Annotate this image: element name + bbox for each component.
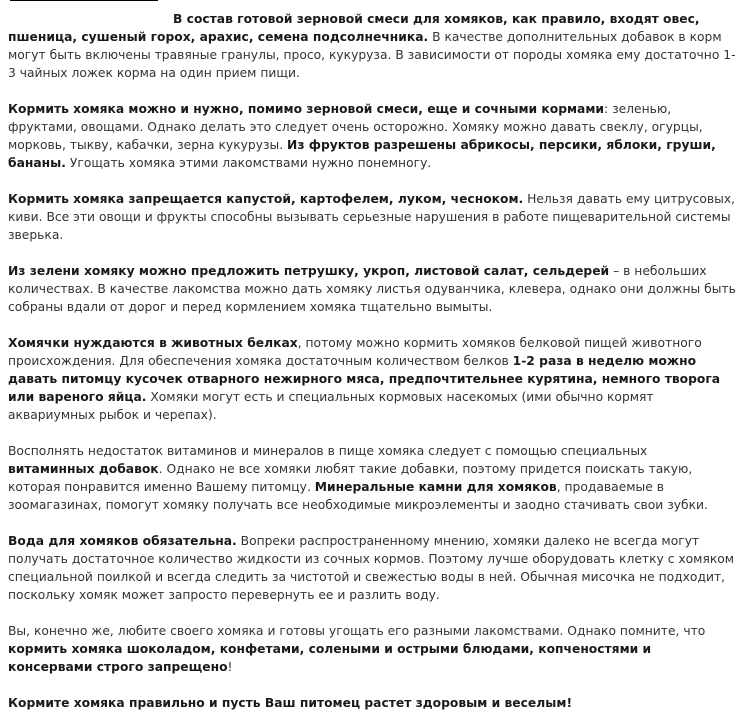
bold-text: Вода для хомяков обязательна. <box>8 534 237 548</box>
body-text: Вопреки распространенному мнению, хомяки далеко не всегда могут получать достаточное количество жидкости из сочных кормов. Поэтому лучше оборудовать клетку с хомяком специальной поилкой и всегда следить за чистотой и свежестью воды в ней. Обычная мисочка не подходит, поскольку хомяк может запросто перевернуть ее и разлить воду. <box>8 534 735 602</box>
body-text: Угощать хомяка этими лакомствами нужно понемногу. <box>65 156 432 170</box>
bold-text: Кормить хомяка запрещается капустой, картофелем, луком, чесноком. <box>8 192 524 206</box>
bold-text: Минеральные камни для хомяков <box>314 480 557 494</box>
body-text: Восполнять недостаток витаминов и минералов в пище хомяка следует с помощью специальных <box>8 444 648 458</box>
bold-text: 1-2 раза в неделю можно давать питомцу кусочек отварного нежирного мяса, предпочтительнее курятина, немного творога или вареного яйца. <box>8 354 721 404</box>
body-text: Вы, конечно же, любите своего хомяка и готовы угощать его разными лакомствами. Однако помните, что <box>8 624 706 638</box>
body-text: Хомяки могут есть и специальных кормовых насекомых (ими обычно кормят аквариумных рыбок и черепах). <box>8 390 654 422</box>
paragraph-closing <box>8 694 736 712</box>
bold-text: Кормите хомяка правильно и пусть Ваш питомец растет здоровым и веселым! <box>8 696 573 710</box>
body-text: – в небольших количествах. В качестве лакомства можно дать хомяку листья одуванчика, клевера, однако они должны быть собраны вдали от дорог и перед кормлением хомяка тщательно вымыты. <box>8 264 736 314</box>
body-text: ! <box>227 660 233 674</box>
paragraph-greens <box>8 262 736 316</box>
bold-text: Кормить хомяка можно и нужно, помимо зерновой смеси, еще и сочными кормами <box>8 102 605 116</box>
bold-text: В состав готовой зерновой смеси для хомяков, как правило, входят овес, пшеница, сушеный горох, арахис, семена подсолнечника. <box>8 12 700 44</box>
paragraph-juicy-food <box>8 100 736 172</box>
body-text: , потому можно кормить хомяков белковой пищей животного происхождения. Для обеспечения хомяка достаточным количеством белков <box>8 336 702 368</box>
paragraph-grain-mix <box>8 0 736 82</box>
body-text: Нельзя давать ему цитрусовых, киви. Все эти овощи и фрукты способны вызывать серьезные нарушения в работе пищеварительной системы зверька. <box>8 192 736 242</box>
paragraph-water <box>8 532 736 604</box>
paragraph-forbidden-veg <box>8 190 736 244</box>
paragraph-protein <box>8 334 736 424</box>
paragraph-vitamins <box>8 442 736 514</box>
bold-text: витаминных добавок <box>8 462 159 476</box>
body-text: В качестве дополнительных добавок в корм могут быть включены травяные гранулы, просо, кукуруза. В зависимости от породы хомяка ему достаточно 1-3 чайных ложек корма на один прием пищи. <box>8 30 736 80</box>
bold-text: Из фруктов разрешены абрикосы, персики, яблоки, груши, бананы. <box>8 138 716 170</box>
body-text: : зеленью, фруктами, овощами. Однако делать это следует очень осторожно. Хомяку можно давать свеклу, огурцы, морковь, тыкву, кабачки, зерна кукурузы. <box>8 102 703 152</box>
body-text: , продаваемые в зоомагазинах, помогут хомяку получать все необходимые микроэлементы и заодно стачивать свои зубки. <box>8 480 708 512</box>
body-text: . Однако не все хомяки любят такие добавки, поэтому придется поискать такую, которая понравится именно Вашему питомцу. <box>8 462 693 494</box>
paragraph-treats-warning <box>8 622 736 676</box>
bold-text: Из зелени хомяку можно предложить петрушку, укроп, листовой салат, сельдерей <box>8 264 610 278</box>
bold-text: Хомячки нуждаются в животных белках <box>8 336 298 350</box>
bold-text: кормить хомяка шоколадом, конфетами, солеными и острыми блюдами, копченостями и консервами строго запрещено <box>8 642 652 674</box>
article-body <box>8 0 736 712</box>
